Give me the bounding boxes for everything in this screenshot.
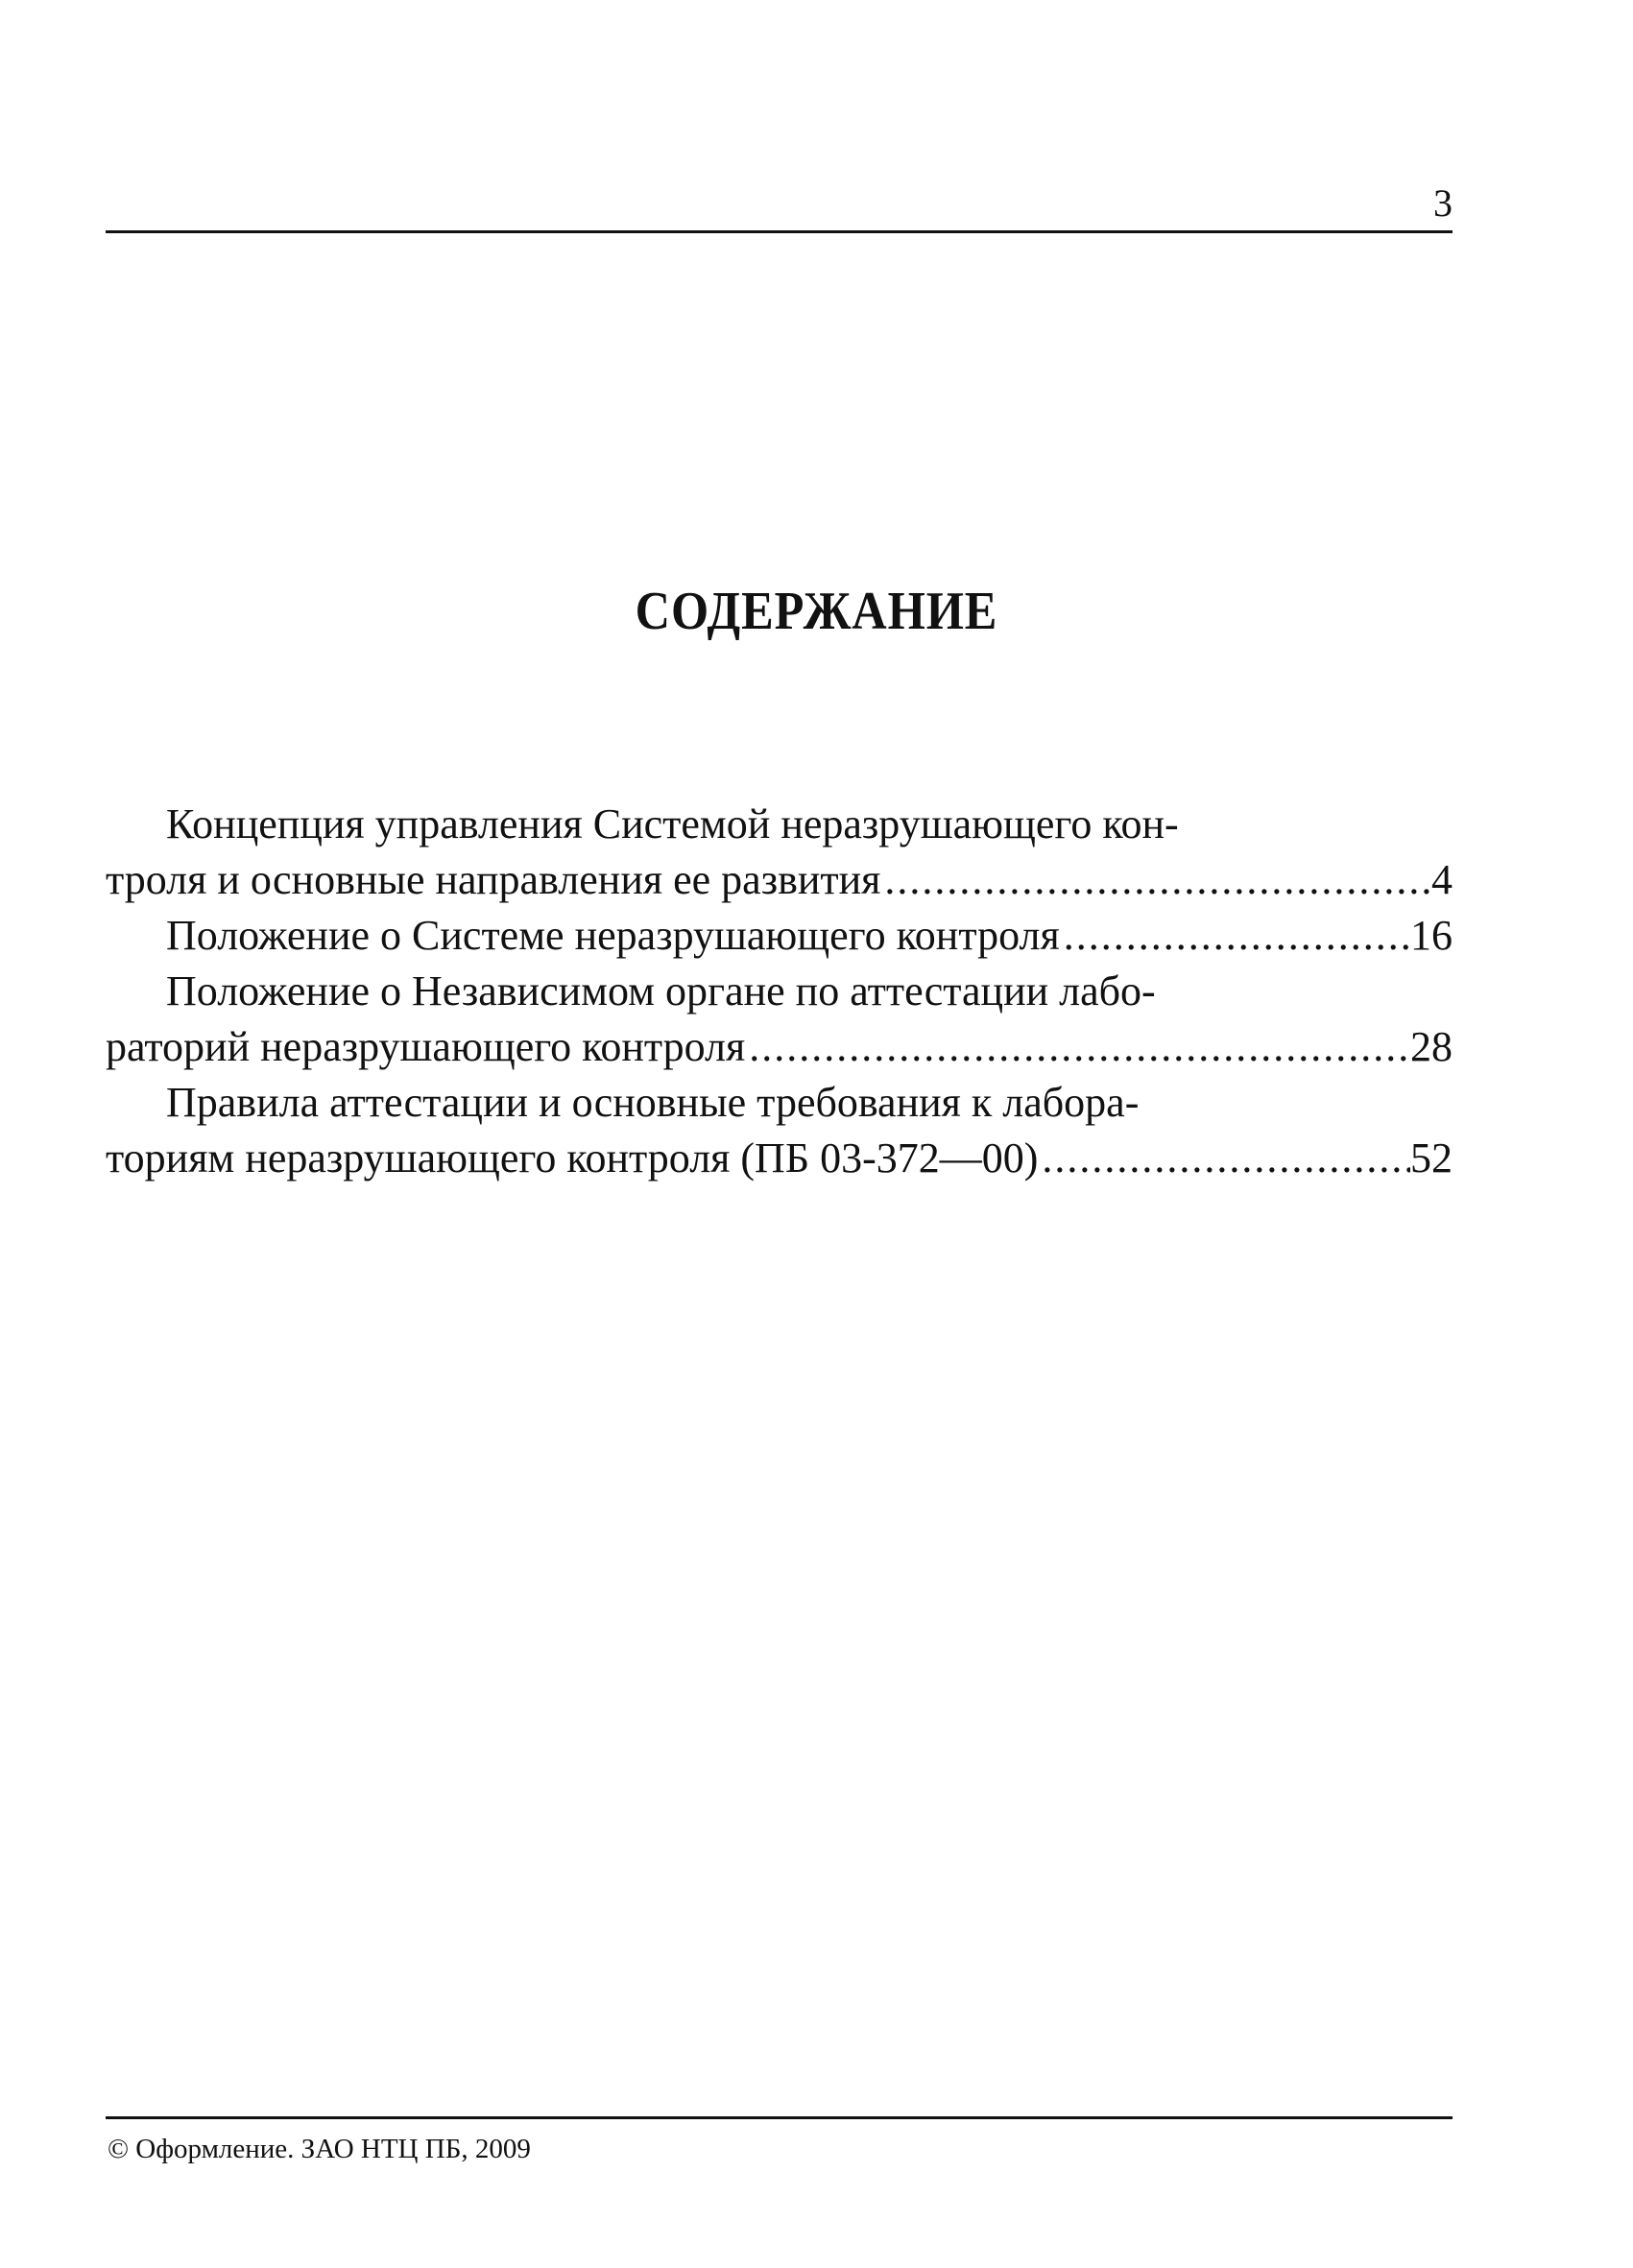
toc-dot-leader	[880, 852, 1431, 908]
toc-entry-system-regulation[interactable]	[106, 908, 1453, 964]
header-rule	[106, 230, 1453, 233]
page-number: 3	[1433, 181, 1453, 225]
toc-entry-line-last: Положение о Системе неразрушающего контроля	[166, 912, 1060, 959]
toc-dot-leader	[1038, 1131, 1410, 1186]
page-title: СОДЕРЖАНИЕ	[635, 582, 998, 641]
toc-page-number: 16	[1410, 912, 1453, 959]
toc-entry-line-last: раторий неразрушающего контроля	[106, 1023, 746, 1070]
toc-entry-line-last: ториям неразрушающего контроля (ПБ 03-372—00)	[106, 1134, 1039, 1182]
toc-entry-concept[interactable]	[106, 797, 1453, 908]
toc-entry-line-first: Положение о Независимом органе по аттестации лабо-	[166, 967, 1156, 1015]
footer-copyright: © Оформление. ЗАО НТЦ ПБ, 2009	[108, 2134, 531, 2164]
toc-entry-independent-body[interactable]	[106, 964, 1453, 1075]
toc-page-number: 52	[1410, 1134, 1453, 1182]
toc-page-number: 4	[1431, 856, 1453, 903]
toc-dot-leader	[745, 1019, 1410, 1075]
toc-entry-line-last: троля и основные направления ее развития	[106, 856, 881, 903]
toc-page-number: 28	[1410, 1023, 1453, 1070]
table-of-contents	[106, 797, 1453, 1186]
toc-entry-line-first: Правила аттестации и основные требования к лабора-	[166, 1079, 1140, 1126]
toc-entry-certification-rules[interactable]	[106, 1075, 1453, 1186]
toc-dot-leader	[1060, 908, 1410, 964]
footer-rule	[106, 2116, 1453, 2119]
toc-entry-line-first: Концепция управления Системой неразрушающего кон-	[166, 800, 1179, 848]
